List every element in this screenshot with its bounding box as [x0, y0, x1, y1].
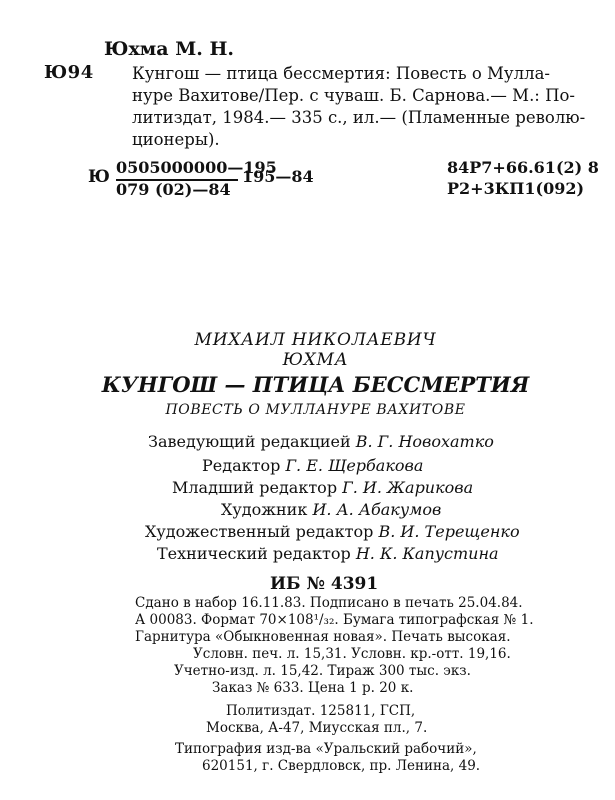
imprint-line: Сдано в набор 16.11.83. Подписано в печать 25.04.84. — [135, 595, 523, 611]
ib-number: ИБ № 4391 — [270, 574, 379, 594]
author-name-line: МИХАИЛ НИКОЛАЕВИЧ — [194, 330, 437, 350]
card-description-line: Кунгош — птица бессмертия: Повесть о Мулла- — [132, 64, 551, 83]
card-description-line: нуре Вахитове/Пер. с чуваш. Б. Сарнова.— М.: По- — [132, 86, 576, 105]
imprint-line: Заказ № 633. Цена 1 р. 20 к. — [212, 680, 414, 696]
card-code-suffix: 195—84 — [242, 167, 314, 186]
credit-role: Заведующий редакцией — [148, 432, 351, 451]
book-title: КУНГОШ — ПТИЦА БЕССМЕРТИЯ — [101, 372, 530, 397]
credit-role: Редактор — [202, 456, 281, 475]
imprint-line: А 00083. Формат 70×108¹/₃₂. Бумага типографская № 1. — [135, 612, 534, 628]
card-code-numerator: 0505000000—195 — [116, 158, 277, 177]
credit-person: Н. К. Капустина — [355, 544, 499, 563]
author-surname-line: ЮХМА — [282, 350, 349, 370]
credit-person: Г. И. Жарикова — [342, 478, 474, 497]
credit-line — [157, 544, 499, 563]
credit-person: Г. Е. Щербакова — [285, 456, 424, 475]
card-code-letter: Ю — [88, 167, 110, 187]
credit-role: Технический редактор — [157, 544, 351, 563]
card-description — [132, 63, 587, 151]
imprint-line: Учетно-изд. л. 15,42. Тираж 300 тыс. экз. — [174, 663, 471, 679]
credit-line — [172, 478, 473, 497]
imprint-line: Типография изд-ва «Уральский рабочий», — [175, 741, 477, 757]
credit-person: В. Г. Новохатко — [355, 432, 494, 451]
imprint-line: Политиздат. 125811, ГСП, — [226, 703, 416, 719]
card-description-line: ционеры). — [132, 130, 220, 149]
imprint-line: Гарнитура «Обыкновенная новая». Печать высокая. — [135, 629, 511, 645]
book-subtitle: ПОВЕСТЬ О МУЛЛАНУРЕ ВАХИТОВЕ — [165, 402, 466, 418]
credit-person: И. А. Абакумов — [312, 500, 442, 519]
credit-line — [145, 522, 520, 541]
credit-line — [221, 500, 441, 519]
card-index-code: Ю94 — [44, 62, 94, 83]
imprint-line: Москва, А-47, Миусская пл., 7. — [206, 720, 428, 736]
card-description-line: литиздат, 1984.— 335 с., ил.— (Пламенные револю- — [132, 108, 586, 127]
credit-role: Младший редактор — [172, 478, 338, 497]
credit-line — [202, 456, 423, 475]
card-code-denominator: 079 (02)—84 — [116, 180, 231, 199]
imprint-line: 620151, г. Свердловск, пр. Ленина, 49. — [202, 758, 481, 774]
imprint-line: Условн. печ. л. 15,31. Условн. кр.-отт. 19,16. — [193, 646, 511, 662]
card-bbk-line: 84Р7+66.61(2) 8 — [447, 158, 599, 177]
credit-line — [148, 432, 494, 451]
credit-role: Художественный редактор — [145, 522, 374, 541]
credit-person: В. И. Терещенко — [378, 522, 520, 541]
credit-role: Художник — [221, 500, 308, 519]
card-bbk-line: Р2+3КП1(092) — [447, 179, 585, 198]
card-author-heading: Юхма М. Н. — [104, 38, 235, 60]
